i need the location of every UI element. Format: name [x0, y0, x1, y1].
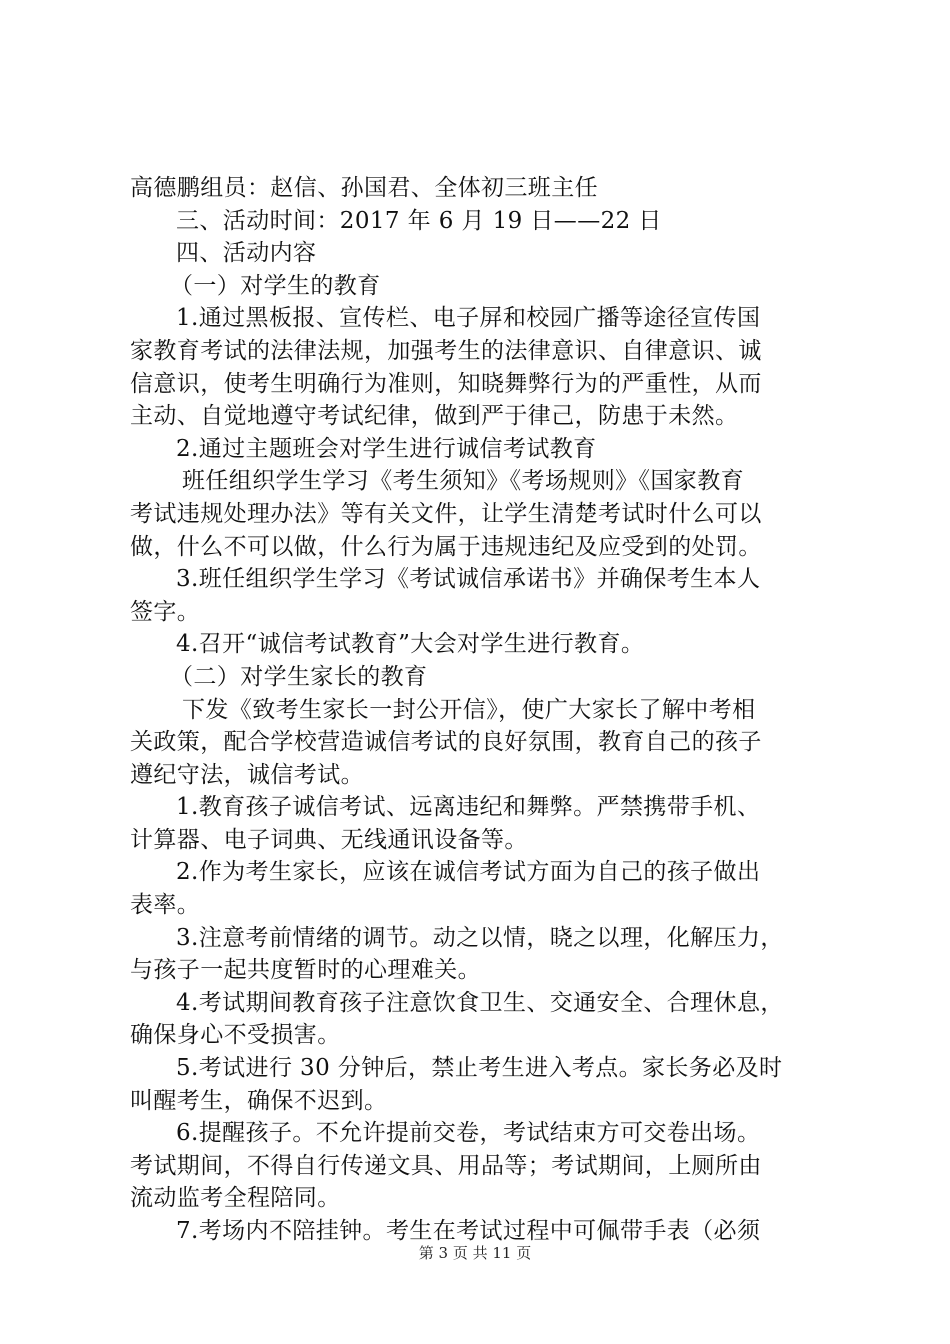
text-line: 5.考试进行 30 分钟后，禁止考生进入考点。家长务必及时 [176, 1055, 783, 1082]
text-line: 确保身心不受损害。 [130, 1022, 341, 1049]
text-line: 主动、自觉地遵守考试纪律，做到严于律己，防患于未然。 [130, 403, 739, 430]
text-line: （二）对学生家长的教育 [170, 663, 428, 690]
text-line: 6.提醒孩子。不允许提前交卷，考试结束方可交卷出场。 [176, 1120, 761, 1147]
text-line: （一）对学生的教育 [170, 272, 381, 299]
text-line: 家教育考试的法律法规，加强考生的法律意识、自律意识、诚 [130, 337, 762, 364]
text-line: 3.班任组织学生学习《考试诚信承诺书》并确保考生本人 [176, 566, 761, 593]
text-line: 四、活动内容 [176, 240, 317, 267]
text-line: 4.考试期间教育孩子注意饮食卫生、交通安全、合理休息， [176, 989, 784, 1016]
text-line: 计算器、电子词典、无线通讯设备等。 [130, 826, 528, 853]
text-line: 7.考场内不陪挂钟。考生在考试过程中可佩带手表（必须 [176, 1218, 761, 1244]
page-footer: 第 3 页 共 11 页 [418, 1244, 532, 1262]
text-line: 班任组织学生学习《考生须知》《考场规则》《国家教育 [182, 468, 744, 495]
text-line: 1.通过黑板报、宣传栏、电子屏和校园广播等途径宣传国 [176, 305, 761, 332]
document-body [130, 172, 830, 1248]
text-line: 考试期间，不得自行传递文具、用品等；考试期间，上厕所由 [130, 1152, 762, 1179]
text-line: 考试违规处理办法》等有关文件，让学生清楚考试时什么可以 [130, 500, 762, 527]
text-line: 做，什么不可以做，什么行为属于违规违纪及应受到的处罚。 [130, 533, 762, 560]
text-line: 4.召开“诚信考试教育”大会对学生进行教育。 [176, 631, 645, 658]
text-line: 2.通过主题班会对学生进行诚信考试教育 [176, 435, 597, 462]
text-line: 叫醒考生，确保不迟到。 [130, 1087, 388, 1114]
text-line: 表率。 [130, 892, 201, 919]
text-line: 遵纪守法，诚信考试。 [130, 761, 364, 788]
text-line: 关政策，配合学校营造诚信考试的良好氛围，教育自己的孩子 [130, 729, 762, 756]
text-line: 流动监考全程陪同。 [130, 1185, 341, 1212]
text-line: 信意识，使考生明确行为准则，知晓舞弊行为的严重性，从而 [130, 370, 762, 397]
text-line: 2.作为考生家长，应该在诚信考试方面为自己的孩子做出 [176, 859, 761, 886]
text-line: 高德鹏组员：赵信、孙国君、全体初三班主任 [130, 175, 598, 201]
text-line: 下发《致考生家长一封公开信》，使广大家长了解中考相 [182, 696, 756, 723]
text-line: 3.注意考前情绪的调节。动之以情，晓之以理，化解压力， [176, 924, 784, 951]
text-line: 与孩子一起共度暂时的心理难关。 [130, 957, 481, 984]
text-line: 1.教育孩子诚信考试、远离违纪和舞弊。严禁携带手机、 [176, 794, 761, 821]
text-line: 三、活动时间：2017 年 6 月 19 日——22 日 [176, 207, 662, 234]
text-line: 签字。 [130, 598, 201, 625]
